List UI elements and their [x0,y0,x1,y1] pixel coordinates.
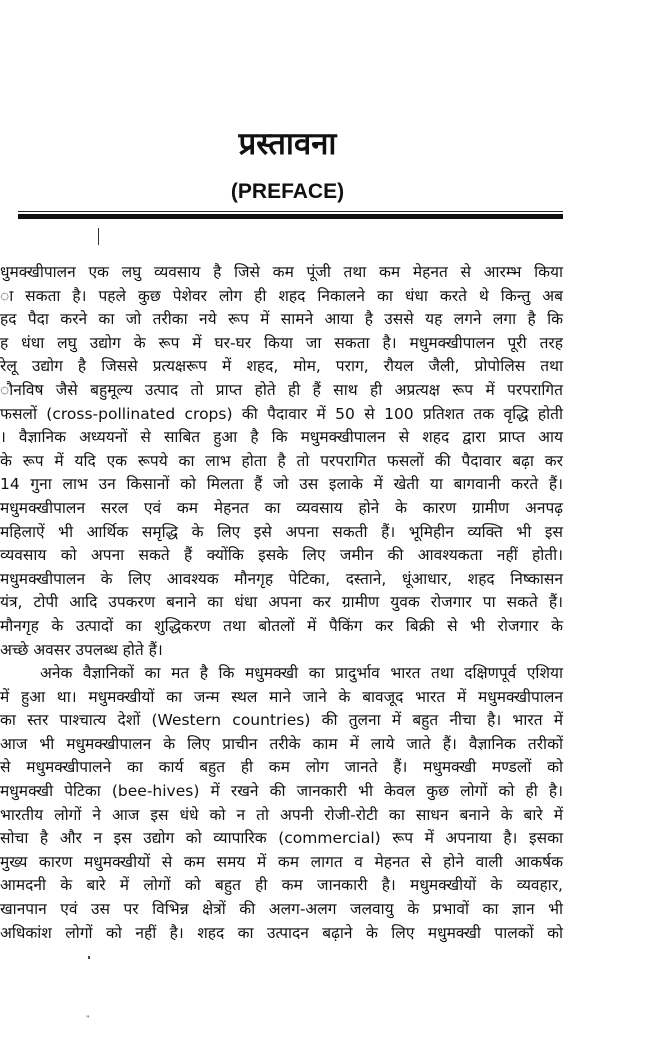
paragraph-1-line [0,379,563,403]
line-text: से मधुमक्खीपालने का कार्य बहुत ही कम लोग जानते हैं। मधुमक्खी मण्डलों को [0,758,563,777]
header-divider-thin [18,211,563,212]
body-text [0,261,563,945]
paragraph-1-line [0,544,563,568]
line-text: का स्तर पाश्चात्य देशों (Western countries) की तुलना में बहुत नीचा है। भारत में [0,711,563,730]
scan-mark [98,228,99,245]
scan-speck [88,956,90,959]
line-text: धुमक्खीपालन एक लघु व्यवसाय है जिसे कम पूंजी तथा कम मेहनत से आरम्भ किया [0,263,563,281]
line-text: महिलाऐं भी आर्थिक समृद्धि के लिए इसे अपना सकती हैं। भूमिहीन व्यक्ति भी इस [0,522,563,541]
paragraph-2-line [0,874,563,898]
paragraph-2-line [0,922,563,946]
paragraph-1-line [0,308,563,332]
paragraph-1-line [0,473,563,497]
paragraph-1-line [0,615,563,639]
line-text: मधुमक्खीपालन के लिए आवश्यक मौनगृह पेटिका, दस्ताने, धूंआधार, शहद निष्कासन [0,569,563,588]
line-text: रेलू उद्योग है जिससे प्रत्यक्षरूप में शहद, मोम, पराग, रौयल जैली, प्रोपोलिस तथा [0,357,563,376]
paragraph-2-line [0,851,563,875]
paragraph-1-line [0,521,563,545]
line-text: खानपान एवं उस पर विभिन्न क्षेत्रों की अलग-अलग जलवायु के प्रभावों का ज्ञान भी [0,900,563,919]
paragraph-2-line [0,898,563,922]
line-text: । वैज्ञानिक अध्ययनों से साबित हुआ है कि मधुमक्खीपालन से शहद द्वारा प्राप्त आय [0,428,563,447]
line-text: यंत्र, टोपी आदि उपकरण बनाने का धंधा अपना कर ग्रामीण युवक रोजगार पा सकते हैं। [0,593,563,612]
line-text: हद पैदा करने का जो तरीका नये रूप में सामने आया है उससे यह लगने लगा है कि [0,310,563,329]
line-text: आज भी मधुमक्खीपालन के लिए प्राचीन तरीके काम में लाये जाते हैं। वैज्ञानिक तरीकों [0,734,563,753]
line-text: ह धंधा लघु उद्योग के रूप में घर-घर किया जा सकता है। मधुमक्खीपालन पूरी तरह [0,333,563,352]
paragraph-1-line [0,355,563,379]
paragraph-1-line [0,450,563,474]
line-text: अधिकांश लोगों को नहीं है। शहद का उत्पादन बढ़ाने के लिए मधुमक्खी पालकों को [0,923,563,942]
line-text: अच्छे अवसर उपलब्ध होते हैं। [0,640,163,659]
line-text: भारतीय लोगों ने आज इस धंधे को न तो अपनी रोजी-रोटी का साधन बनाने के बारे में [0,805,563,824]
line-text: 14 गुना लाभ उन किसानों को मिलता हैं जो उस इलाके में खेती या बागवानी करते हैं। [0,475,563,494]
line-text: अनेक वैज्ञानिकों का मत है कि मधुमक्खी का प्रादुर्भाव भारत तथा दक्षिणपूर्व एशिया [40,664,563,683]
page-subtitle: (PREFACE) [230,180,345,203]
paragraph-1-line [0,403,563,427]
paragraph-2-line [0,686,563,710]
paragraph-1-line [0,639,563,663]
paragraph-2-line [0,780,563,804]
line-text: मौनगृह के उत्पादों का शुद्धिकरण तथा बोतलों में पैकिंग कर बिक्री से भी रोजगार के [0,616,563,635]
line-text: मधुमक्खी पेटिका (bee-hives) में रखने की जानकारी भी केवल कुछ लोगों को ही है। [0,782,563,801]
scan-quote-mark: " [86,1014,90,1024]
paragraph-1-line [0,285,563,309]
paragraph-1-line [0,426,563,450]
paragraph-1-line [0,497,563,521]
paragraph-1-line [0,568,563,592]
paragraph-1-line [0,591,563,615]
paragraph-1-line [0,332,563,356]
line-text: में हुआ था। मधुमक्खीयों का जन्म स्थल माने जाने के बावजूद भारत में मधुमक्खीपालन [0,687,563,706]
line-text: ौनविष जैसे बहुमूल्य उत्पाद तो प्राप्त होते ही हैं साथ ही अप्रत्यक्ष रूप में परपरागित [0,380,563,399]
paragraph-2-line [0,662,563,686]
line-text: मधुमक्खीपालन सरल एवं कम मेहनत का व्यवसाय होने के कारण ग्रामीण अनपढ़ [0,498,563,517]
line-text: के रूप में यदि एक रूपये का लाभ होता है तो परपरागित फसलों की पैदावार बढ़ा कर [0,451,563,470]
line-text: सोचा है और न इस उद्योग को व्यापारिक (commercial) रूप में अपनाया है। इसका [0,829,563,848]
line-text: व्यवसाय को अपना सकते हैं क्योंकि इसके लिए जमीन की आवश्यकता नहीं होती। [0,546,563,565]
paragraph-2-line [0,733,563,757]
header-divider-thick [18,214,563,219]
paragraph-1-line [0,261,563,285]
page-title: प्रस्तावना [238,126,337,162]
line-text: आमदनी के बारे में लोगों को बहुत ही कम जानकारी है। मधुमक्खीयों के व्यवहार, [0,876,563,895]
line-text: मुख्य कारण मधुमक्खीयों से कम समय में कम लागत व मेहनत से होने वाली आकर्षक [0,852,563,871]
line-text: ा सकता है। पहले कुछ पेशेवर लोग ही शहद निकालने का धंधा करते थे किन्तु अब [0,286,563,305]
line-text: फसलों (cross-pollinated crops) की पैदावार में 50 से 100 प्रतिशत तक वृद्धि होती [0,404,563,423]
paragraph-2-line [0,804,563,828]
paragraph-2-line [0,709,563,733]
paragraph-2-line [0,827,563,851]
paragraph-2-line [0,756,563,780]
